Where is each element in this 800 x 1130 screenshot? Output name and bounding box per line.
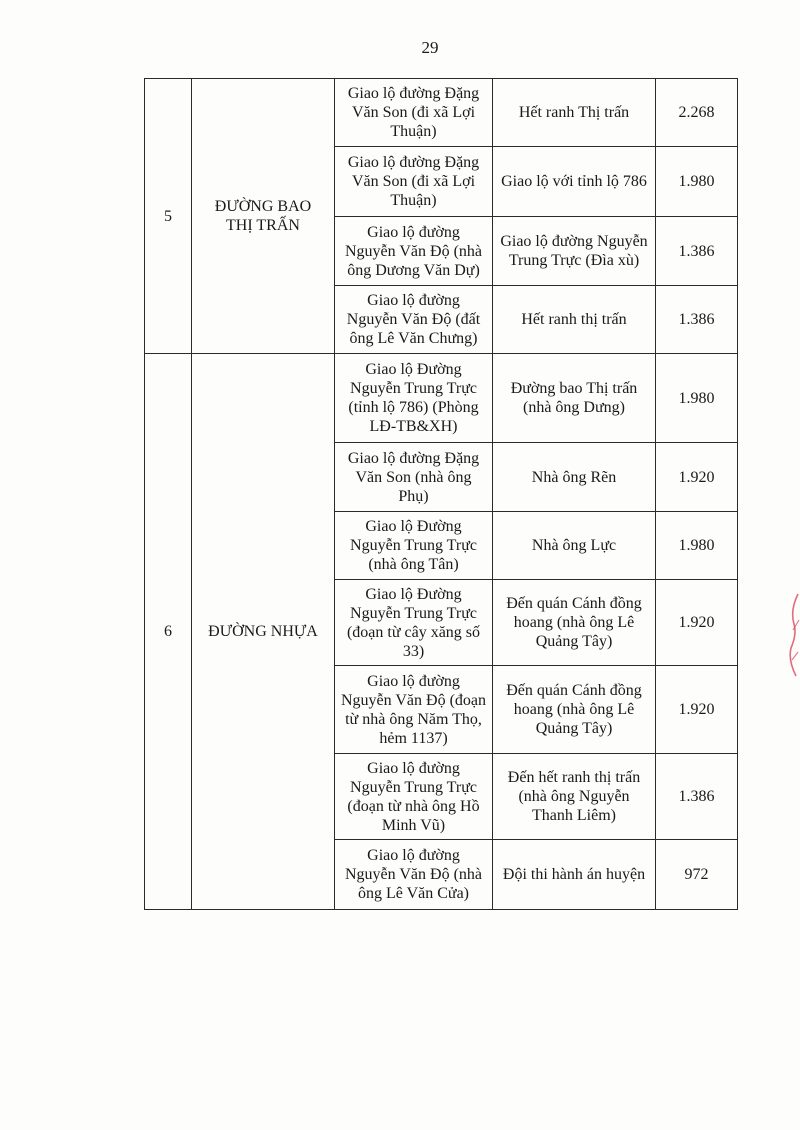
segment-from: Giao lộ Đường Nguyễn Trung Trực (đoạn từ cây xăng số 33) <box>335 580 493 666</box>
segment-from: Giao lộ đường Đặng Văn Son (đi xã Lợi Thuận) <box>335 147 493 217</box>
segment-from: Giao lộ Đường Nguyễn Trung Trực (tỉnh lộ 786) (Phòng LĐ-TB&XH) <box>335 354 493 443</box>
price-cell: 1.980 <box>656 147 738 217</box>
segment-to: Đường bao Thị trấn (nhà ông Dưng) <box>493 354 656 443</box>
price-cell: 1.920 <box>656 666 738 754</box>
segment-from: Giao lộ đường Đặng Văn Son (đi xã Lợi Thuận) <box>335 79 493 147</box>
segment-to: Hết ranh Thị trấn <box>493 79 656 147</box>
group-number: 5 <box>145 79 192 354</box>
price-cell: 1.386 <box>656 217 738 286</box>
segment-to: Giao lộ đường Nguyễn Trung Trực (Đìa xù) <box>493 217 656 286</box>
group-number: 6 <box>145 354 192 910</box>
price-cell: 1.386 <box>656 286 738 354</box>
price-cell: 1.920 <box>656 443 738 512</box>
price-cell: 2.268 <box>656 79 738 147</box>
segment-to: Đến quán Cánh đồng hoang (nhà ông Lê Quảng Tây) <box>493 580 656 666</box>
segment-from: Giao lộ đường Nguyễn Văn Độ (đất ông Lê Văn Chưng) <box>335 286 493 354</box>
segment-to: Đến quán Cánh đồng hoang (nhà ông Lê Quảng Tây) <box>493 666 656 754</box>
segment-to: Đội thi hành án huyện <box>493 840 656 910</box>
segment-to: Đến hết ranh thị trấn (nhà ông Nguyễn Thanh Liêm) <box>493 754 656 840</box>
table-row <box>145 79 738 147</box>
segment-from: Giao lộ đường Đặng Văn Son (nhà ông Phụ) <box>335 443 493 512</box>
stamp-edge-mark <box>786 590 800 680</box>
segment-from: Giao lộ Đường Nguyễn Trung Trực (nhà ông Tân) <box>335 512 493 580</box>
road-name: ĐƯỜNG BAO THỊ TRẤN <box>192 79 335 354</box>
road-name: ĐƯỜNG NHỰA <box>192 354 335 910</box>
price-cell: 1.980 <box>656 512 738 580</box>
land-price-table <box>144 78 738 910</box>
segment-from: Giao lộ đường Nguyễn Văn Độ (đoạn từ nhà ông Năm Thọ, hẻm 1137) <box>335 666 493 754</box>
segment-to: Hết ranh thị trấn <box>493 286 656 354</box>
segment-to: Nhà ông Lực <box>493 512 656 580</box>
segment-to: Nhà ông Rẽn <box>493 443 656 512</box>
page-number: 29 <box>421 38 439 57</box>
price-cell: 1.386 <box>656 754 738 840</box>
segment-from: Giao lộ đường Nguyễn Trung Trực (đoạn từ nhà ông Hồ Minh Vũ) <box>335 754 493 840</box>
segment-from: Giao lộ đường Nguyễn Văn Độ (nhà ông Lê Văn Cửa) <box>335 840 493 910</box>
segment-from: Giao lộ đường Nguyễn Văn Độ (nhà ông Dương Văn Dự) <box>335 217 493 286</box>
segment-to: Giao lộ với tỉnh lộ 786 <box>493 147 656 217</box>
price-cell: 1.920 <box>656 580 738 666</box>
price-cell: 1.980 <box>656 354 738 443</box>
table-row <box>145 354 738 443</box>
price-cell: 972 <box>656 840 738 910</box>
